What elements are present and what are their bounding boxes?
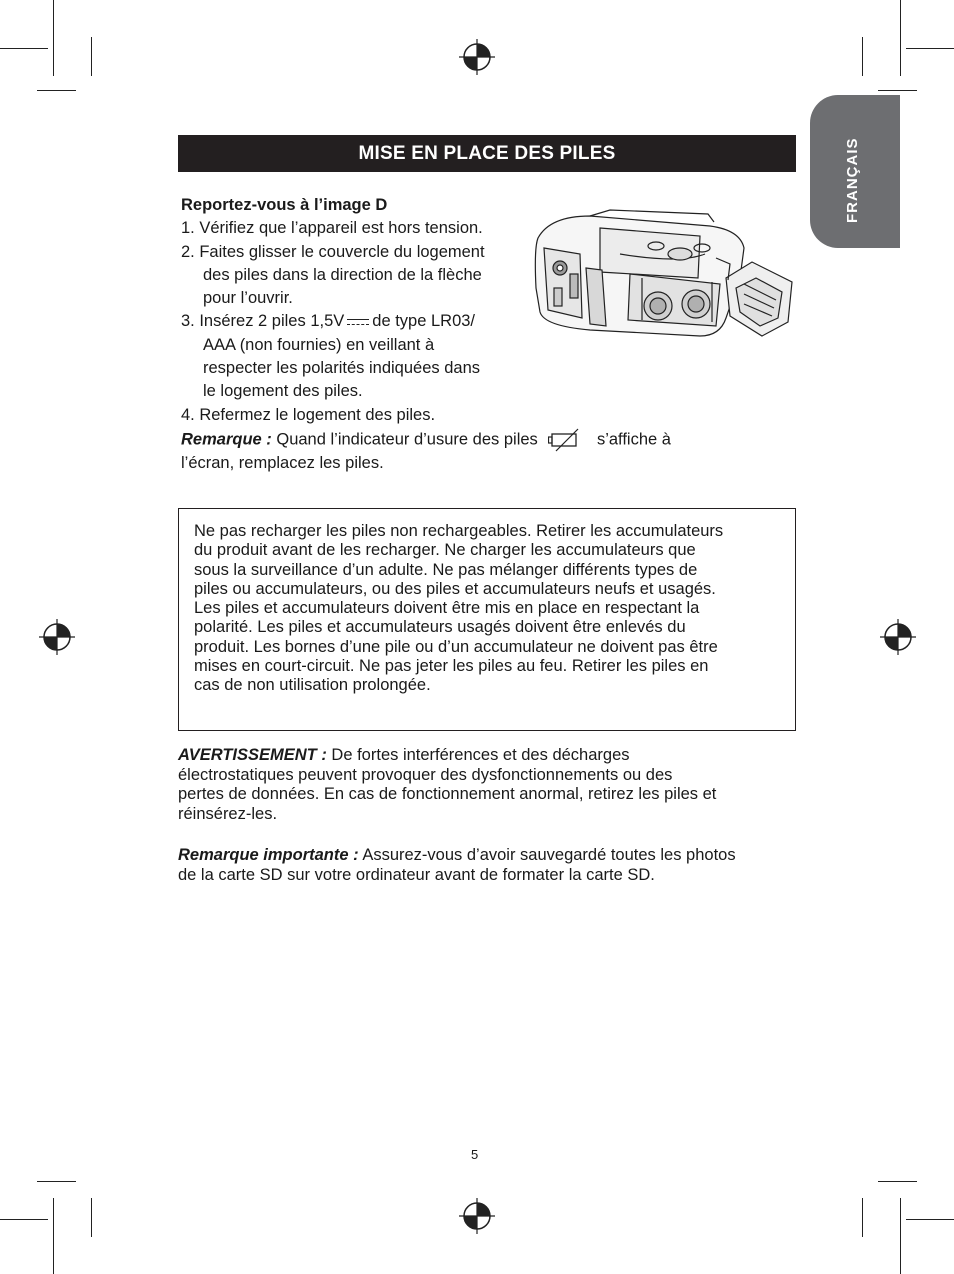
step-3-line-2: AAA (non fournies) en veillant à xyxy=(203,335,435,354)
step-3-line-1 xyxy=(181,310,485,333)
warning-line: produit. Les bornes d’une pile ou d’un accumulateur ne doivent pas être xyxy=(194,637,718,656)
important-remark xyxy=(178,846,736,885)
step-3-line-4: le logement des piles. xyxy=(203,382,363,401)
step-2-line-3: pour l’ouvrir. xyxy=(203,289,293,308)
camera-battery-compartment-illustration xyxy=(530,208,800,340)
step-2-line-1: 2. Faites glisser le couvercle du logement xyxy=(181,242,485,261)
remark-label: Remarque : xyxy=(181,430,272,449)
warning-line: piles ou accumulateurs, ou des piles et accumulateurs neufs et usagés. xyxy=(194,579,716,598)
registration-mark-icon xyxy=(39,619,75,655)
step-3-line-3: respecter les polarités indiquées dans xyxy=(203,359,480,378)
important-line-2: de la carte SD sur votre ordinateur avant de formater la carte SD. xyxy=(178,865,655,884)
instructions xyxy=(181,194,485,427)
step-4: 4. Refermez le logement des piles. xyxy=(181,405,436,424)
registration-mark-icon xyxy=(880,619,916,655)
step-1: 1. Vérifiez que l’appareil est hors tension. xyxy=(181,219,483,238)
language-tab xyxy=(810,95,900,248)
warning-line: mises en court-circuit. Ne pas jeter les piles au feu. Retirer les piles en xyxy=(194,657,709,676)
avertissement-line-1: De fortes interférences et des décharges xyxy=(331,746,630,764)
step-3-suffix: de type LR03/ xyxy=(372,312,476,331)
registration-mark-icon xyxy=(459,1198,495,1234)
remark xyxy=(181,428,671,475)
important-line-1: Assurez-vous d’avoir sauvegardé toutes les photos xyxy=(362,846,736,864)
step-2-line-2: des piles dans la direction de la flèche xyxy=(203,265,482,284)
remark-text-b: s’affiche à xyxy=(596,430,671,449)
low-battery-icon xyxy=(548,428,586,452)
warning-line: cas de non utilisation prolongée. xyxy=(194,676,431,695)
warning-line: Les piles et accumulateurs doivent être mis en place en respectant la xyxy=(194,599,700,618)
avertissement xyxy=(178,746,716,824)
remark-text-a: Quand l’indicateur d’usure des piles xyxy=(276,430,538,449)
section-title-bar xyxy=(178,135,796,172)
step-3-prefix: 3. Insérez 2 piles 1,5V xyxy=(181,312,345,331)
avertissement-line-4: réinsérez-les. xyxy=(178,804,278,823)
language-tab-label: FRANÇAIS xyxy=(844,137,861,223)
warning-box-text xyxy=(194,522,784,696)
warning-line: du produit avant de les recharger. Ne charger les accumulateurs que xyxy=(194,541,696,560)
warning-line: Ne pas recharger les piles non rechargeables. Retirer les accumulateurs xyxy=(194,522,724,540)
page-number: 5 xyxy=(471,1147,479,1162)
dc-voltage-icon xyxy=(347,317,369,327)
warning-line: sous la surveillance d’un adulte. Ne pas mélanger différents types de xyxy=(194,560,698,579)
steps-heading: Reportez-vous à l’image D xyxy=(181,196,388,214)
avertissement-line-3: pertes de données. En cas de fonctionnement anormal, retirez les piles et xyxy=(178,785,717,803)
remark-text-c: l’écran, remplacez les piles. xyxy=(181,454,384,472)
important-label: Remarque importante : xyxy=(178,846,359,864)
avertissement-line-2: électrostatiques peuvent provoquer des dysfonctionnements ou des xyxy=(178,765,673,784)
avertissement-label: AVERTISSEMENT : xyxy=(178,746,327,764)
warning-line: polarité. Les piles et accumulateurs usagés doivent être enlevés du xyxy=(194,618,686,637)
section-title: MISE EN PLACE DES PILES xyxy=(358,143,616,164)
registration-mark-icon xyxy=(459,39,495,75)
